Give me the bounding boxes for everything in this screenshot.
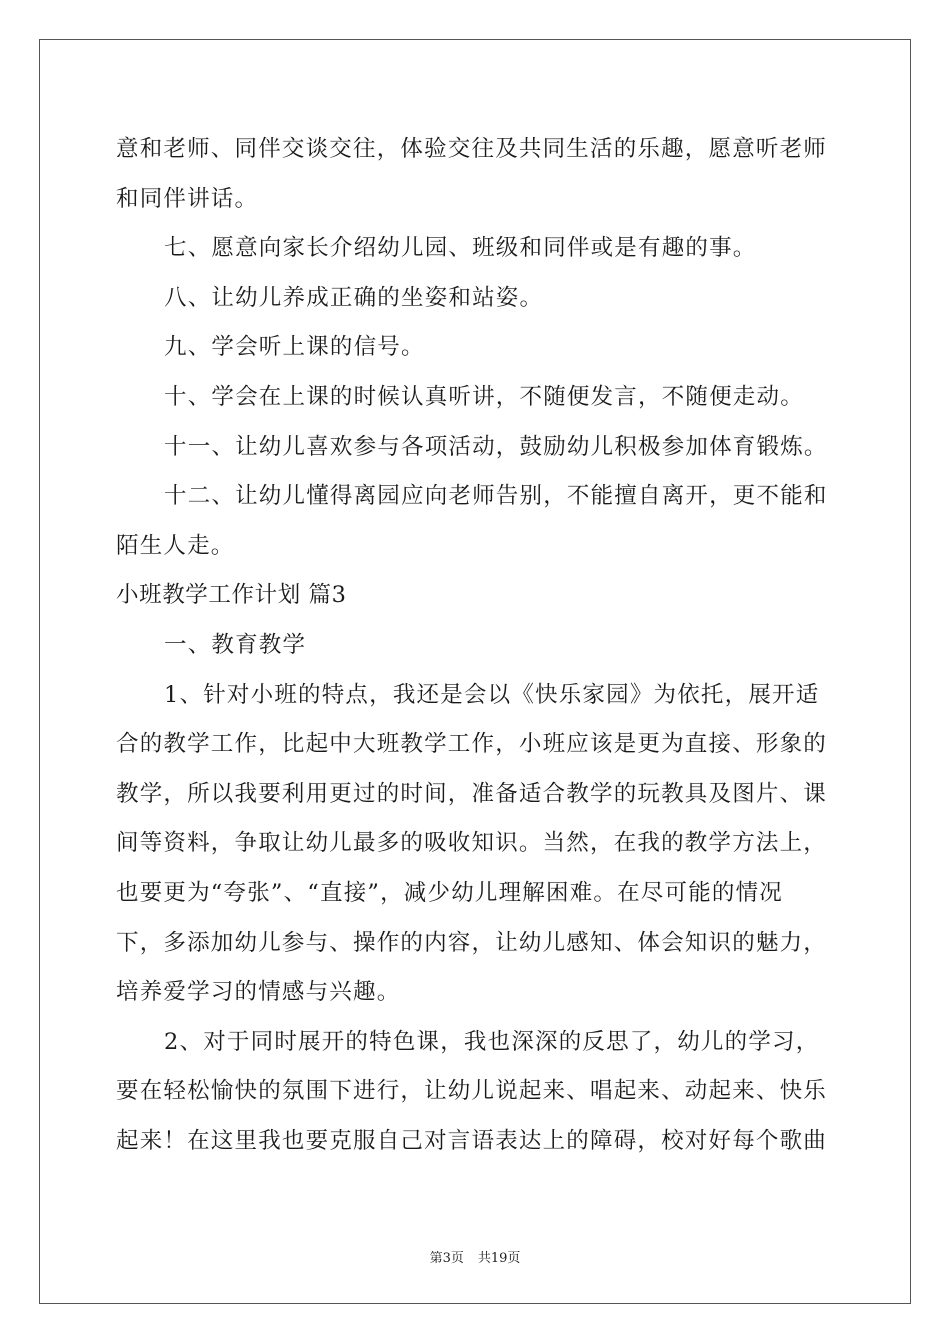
text-line: 陌生人走。 [116, 532, 235, 559]
text-line: 十二、让幼儿懂得离园应向老师告别，不能擅自离开，更不能和 [164, 483, 828, 510]
text-line: 起来！在这里我也要克服自己对言语表达上的障碍，校对好每个歌曲 [116, 1127, 828, 1154]
text-line: 合的教学工作，比起中大班教学工作，小班应该是更为直接、形象的 [116, 731, 828, 758]
text-line: 七、愿意向家长介绍幼儿园、班级和同伴或是有趣的事。 [164, 235, 757, 262]
text-line: 2、对于同时展开的特色课，我也深深的反思了，幼儿的学习， [164, 1028, 820, 1055]
subsection-heading: 一、教育教学 [164, 631, 307, 658]
text-line: 九、学会听上课的信号。 [164, 334, 425, 361]
total-pages-label: 共19页 [477, 1251, 521, 1266]
text-line: 1、针对小班的特点，我还是会以《快乐家园》为依托，展开适 [164, 681, 820, 708]
text-line: 八、让幼儿养成正确的坐姿和站姿。 [164, 284, 544, 311]
text-line: 教学，所以我要利用更过的时间，准备适合教学的玩教具及图片、课 [116, 780, 828, 807]
text-line: 和同伴讲话。 [116, 185, 259, 212]
page-footer [0, 1247, 950, 1266]
text-line: 也要更为“夸张”、“直接”，减少幼儿理解困难。在尽可能的情况 [116, 879, 784, 906]
text-line: 间等资料，争取让幼儿最多的吸收知识。当然，在我的教学方法上， [116, 830, 828, 857]
text-line: 意和老师、同伴交谈交往，体验交往及共同生活的乐趣，愿意听老师 [116, 136, 828, 162]
text-line: 培养爱学习的情感与兴趣。 [116, 979, 401, 1006]
text-line: 十一、让幼儿喜欢参与各项活动，鼓励幼儿积极参加体育锻炼。 [164, 433, 828, 460]
document-body [116, 125, 836, 1166]
text-line: 十、学会在上课的时候认真听讲，不随便发言，不随便走动。 [164, 383, 804, 410]
text-line: 要在轻松愉快的氛围下进行，让幼儿说起来、唱起来、动起来、快乐 [116, 1078, 828, 1105]
text-line: 下，多添加幼儿参与、操作的内容，让幼儿感知、体会知识的魅力， [116, 929, 828, 956]
section-heading: 小班教学工作计划 篇3 [116, 582, 347, 609]
current-page-label: 第3页 [429, 1251, 464, 1266]
